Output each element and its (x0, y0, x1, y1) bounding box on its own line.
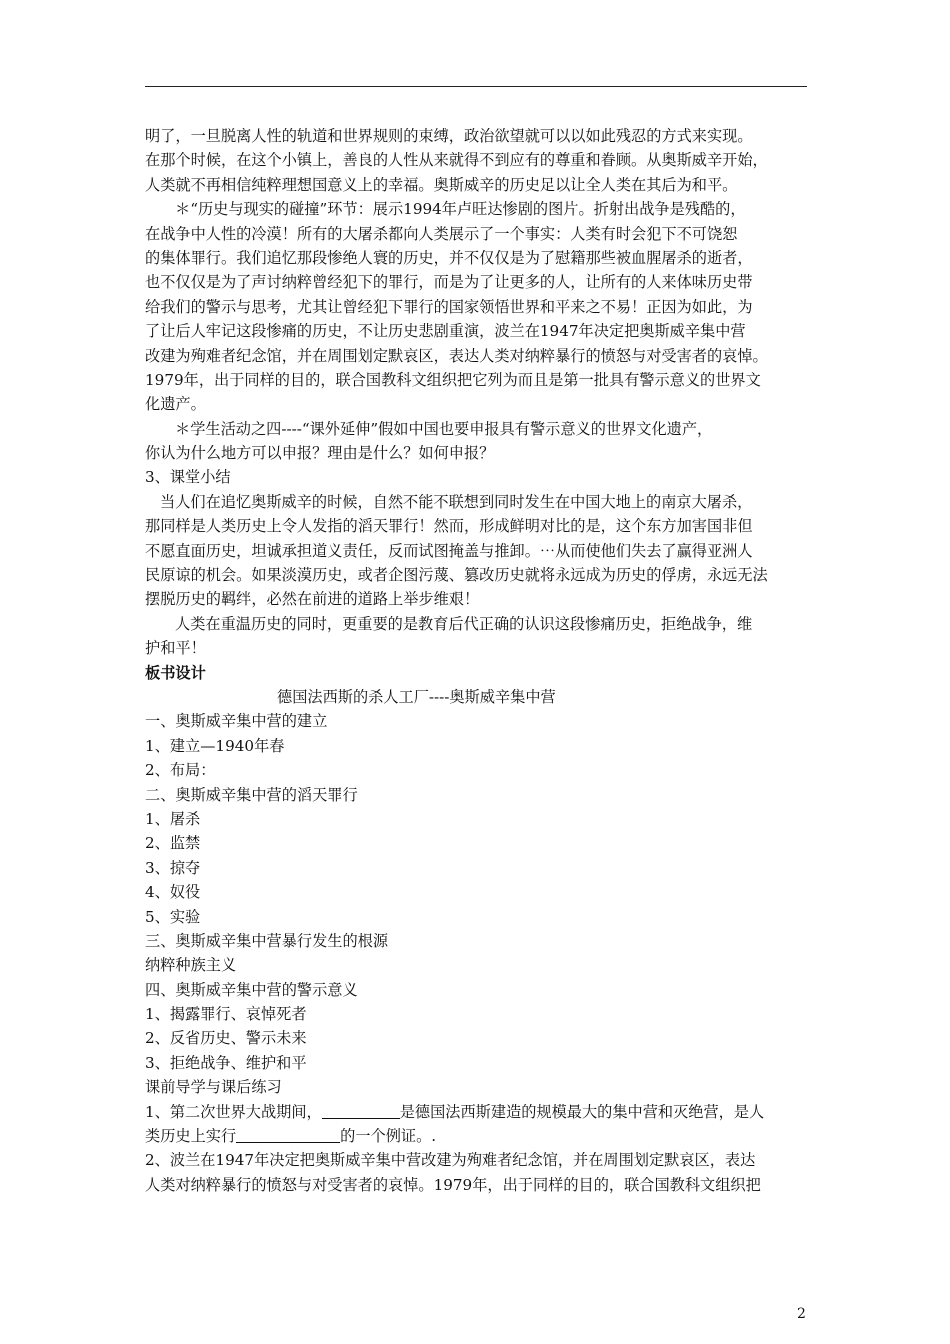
body-line: 你认为什么地方可以申报？理由是什么？如何申报？ (145, 444, 495, 463)
outline-item: 四、奥斯威辛集中营的警示意义 (145, 980, 358, 999)
body-line: 了让后人牢记这段惨痛的历史，不让历史悲剧重演，波兰在1947年决定把奥斯威辛集中营 (145, 322, 746, 341)
outline-item: 1、建立—1940年春 (145, 736, 285, 755)
body-line: 人类对纳粹暴行的愤怒与对受害者的哀悼。1979年，出于同样的目的，联合国教科文组织把 (145, 1175, 761, 1194)
body-line: 2、波兰在1947年决定把奥斯威辛集中营改建为殉难者纪念馆，并在周围划定默哀区，表达 (145, 1151, 756, 1170)
body-line: 护和平！ (145, 639, 206, 658)
body-line: 人类就不再相信纯粹理想国意义上的幸福。奥斯威辛的历史足以让全人类在其后为和平。 (145, 175, 738, 194)
outline-item: 4、奴役 (145, 883, 201, 902)
outline-item: 5、实验 (145, 907, 201, 926)
exercise-1-prefix: 1、第二次世界大战期间， (145, 1102, 322, 1121)
header-rule (145, 86, 807, 87)
board-title: 德国法西斯的杀人工厂----奥斯威辛集中营 (277, 687, 556, 706)
page-number: 2 (797, 1306, 806, 1322)
fill-in-blank[interactable] (236, 1127, 340, 1143)
body-line: 当人们在追忆奥斯威辛的时候，自然不能不联想到同时发生在中国大地上的南京大屠杀， (160, 492, 753, 511)
outline-item: 1、揭露罪行、哀悼死者 (145, 1005, 307, 1024)
outline-item: 2、监禁 (145, 834, 201, 853)
document-body (145, 124, 815, 1197)
outline-item: 3、拒绝战争、维护和平 (145, 1053, 307, 1072)
outline-item: 2、布局： (145, 761, 216, 780)
body-line: 明了，一旦脱离人性的轨道和世界规则的束缚，政治欲望就可以以如此残忍的方式来实现。 (145, 127, 753, 145)
body-line: 也不仅仅是为了声讨纳粹曾经犯下的罪行，而是为了让更多的人，让所有的人来体味历史带 (145, 273, 753, 292)
outline-item: 纳粹种族主义 (145, 956, 237, 975)
body-line: 摆脱历史的羁绊，必然在前进的道路上举步维艰！ (145, 590, 480, 609)
outline-item: 3、掠夺 (145, 858, 201, 877)
exercise-1-middle: 是德国法西斯建造的规模最大的集中营和灭绝营，是人 (399, 1102, 765, 1121)
body-line: 改建为殉难者纪念馆，并在周围划定默哀区，表达人类对纳粹暴行的愤怒与对受害者的哀悼。 (145, 346, 768, 365)
exercise-1-line2-suffix: 的一个例证。. (340, 1127, 437, 1146)
outline-item: 二、奥斯威辛集中营的滔天罪行 (145, 785, 358, 804)
outline-item: 1、屠杀 (145, 809, 201, 828)
outline-item: 2、反省历史、警示未来 (145, 1029, 307, 1048)
body-line: 给我们的警示与思考，尤其让曾经犯下罪行的国家领悟世界和平来之不易！正因为如此，为 (145, 297, 753, 316)
exercise-1-line-1 (145, 1100, 815, 1124)
body-line: 的集体罪行。我们追忆那段惨绝人寰的历史，并不仅仅是为了慰籍那些被血腥屠杀的逝者， (145, 248, 753, 267)
section-heading: 3、课堂小结 (145, 468, 231, 487)
body-line: 在战争中人性的冷漠！所有的大屠杀都向人类展示了一个事实：人类有时会犯下不可饶恕 (145, 224, 738, 243)
body-line: 1979年，出于同样的目的，联合国教科文组织把它列为而且是第一批具有警示意义的世界文 (145, 370, 761, 389)
body-line: 化遗产。 (145, 395, 206, 414)
outline-item: 三、奥斯威辛集中营暴行发生的根源 (145, 931, 388, 950)
body-line: 人类在重温历史的同时，更重要的是教育后代正确的认识这段惨痛历史，拒绝战争，维 (175, 614, 753, 633)
body-line: ＊“历史与现实的碰撞”环节：展示1994年卢旺达惨剧的图片。折射出战争是残酷的， (175, 200, 746, 219)
exercise-1-line-2 (145, 1124, 815, 1148)
exercise-1-line2-prefix: 类历史上实行 (145, 1127, 237, 1146)
fill-in-blank[interactable] (322, 1103, 400, 1119)
board-design-heading: 板书设计 (145, 663, 206, 682)
body-line: 民原谅的机会。如果淡漠历史，或者企图污蔑、篡改历史就将永远成为历史的俘虏，永远无法 (145, 566, 768, 585)
outline-item: 课前导学与课后练习 (145, 1078, 282, 1097)
body-line: 不愿直面历史，坦诚承担道义责任，反而试图掩盖与推卸。⋯从而使他们失去了赢得亚洲人 (145, 541, 753, 560)
body-line: 在那个时候，在这个小镇上，善良的人性从来就得不到应有的尊重和眷顾。从奥斯威辛开始， (145, 151, 768, 170)
outline-item: 一、奥斯威辛集中营的建立 (145, 712, 328, 731)
body-line: 那同样是人类历史上令人发指的滔天罪行！然而，形成鲜明对比的是，这个东方加害国非但 (145, 517, 753, 536)
body-line: ＊学生活动之四----“课外延伸”假如中国也要申报具有警示意义的世界文化遗产， (175, 419, 713, 438)
